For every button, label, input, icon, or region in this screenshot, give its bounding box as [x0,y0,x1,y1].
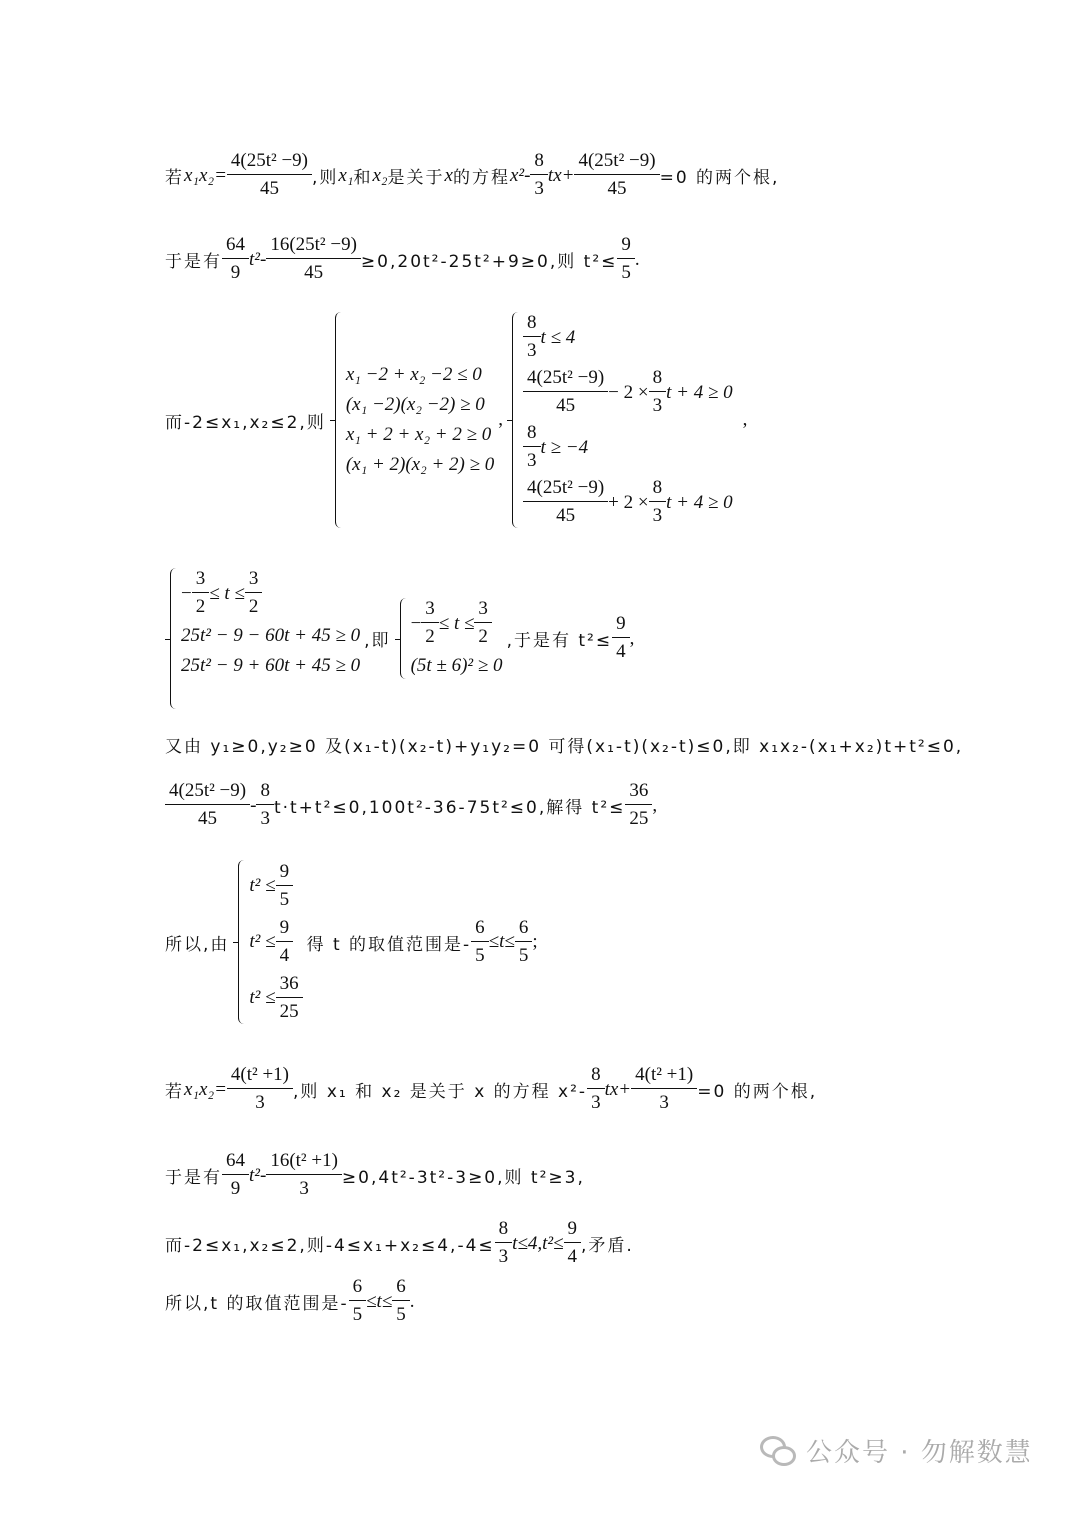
numerator: 64 [226,1150,245,1171]
fraction [532,148,546,203]
text: 而-2≤x₁,x₂≤2,则-4≤x₁+x₂≤4,-4≤ [165,1236,495,1256]
fraction [589,1062,603,1117]
numerator: 4(25t² −9) [578,150,656,171]
denominator: 3 [227,1088,293,1117]
numerator: 8 [652,477,663,498]
text: , [742,409,748,430]
denominator: 3 [587,1088,605,1117]
text: t² ≤ [249,875,276,896]
math-line-11 [165,1274,415,1329]
denominator: 3 [649,391,667,420]
brace [330,310,342,530]
denominator: 5 [392,1300,410,1329]
math-line-1 [165,148,779,203]
numerator: 3 [195,568,206,589]
text: =0 的两个根, [659,168,780,188]
numerator: 4(25t² −9) [169,780,247,801]
numerator: 9 [616,613,626,634]
fraction [476,596,490,651]
text: tx+ [604,1078,632,1100]
system-row [181,566,360,621]
denominator: 4 [564,1242,582,1271]
text: x₂ [372,164,388,186]
text: ,则 [312,168,339,188]
system-row [249,914,302,970]
text: − [410,612,422,634]
numerator: 3 [425,598,435,619]
fraction [566,1216,580,1271]
denominator: 3 [266,1174,342,1203]
numerator: 9 [567,1218,578,1239]
inequality-system [330,310,494,530]
fraction [268,1148,340,1203]
system-row: (x₁ −2)(x₂ −2) ≥ 0 [345,394,485,415]
math-line-3 [165,310,747,530]
numerator: 6 [475,916,485,938]
brace [165,566,177,711]
numerator: 6 [396,1276,406,1297]
text: - [250,794,257,816]
fraction [224,232,247,287]
inequality-system [165,566,360,711]
numerator: 16(t² +1) [270,1150,338,1171]
denominator: 3 [523,336,541,365]
denominator: 3 [530,174,548,203]
system-row [523,475,733,530]
fraction [268,232,359,287]
fraction [651,475,665,530]
text: t²- [249,1164,267,1186]
fraction [614,611,628,666]
denominator: 3 [523,446,541,475]
brace [507,310,519,530]
numerator: 4(t² +1) [230,1064,290,1085]
system-row: x₁ + 2 + x₂ + 2 ≥ 0 [345,424,492,445]
numerator: 4(25t² −9) [527,367,605,388]
text: t≤4,t²≤ [512,1232,564,1254]
numerator: 8 [260,780,270,801]
fraction [194,566,208,621]
system-row [249,858,302,914]
denominator: 3 [631,1088,697,1117]
denominator: 4 [612,637,630,666]
text: x₁x₂= [184,1078,227,1100]
system-row: 25t² − 9 + 60t + 45 ≥ 0 [181,655,361,676]
text: + 2 × [608,491,649,513]
numerator: 8 [527,312,537,333]
fraction [517,915,531,970]
denominator: 3 [649,501,667,530]
text: t + 4 ≥ 0 [666,491,733,513]
fraction [278,859,292,914]
fraction [473,915,487,970]
text: t ≤ 4 [540,326,576,348]
numerator: 8 [527,422,537,443]
fraction [651,365,665,420]
fraction [633,1062,695,1117]
numerator: 64 [226,234,245,255]
denominator: 2 [192,592,210,621]
fraction [258,778,272,833]
fraction [576,148,657,203]
inequality-system [507,310,733,530]
math-line-5 [165,732,963,757]
denominator: 25 [276,997,303,1026]
text: =0 的两个根, [697,1082,818,1102]
numerator: 36 [629,780,649,801]
fraction [224,1148,247,1203]
watermark [760,1432,1033,1469]
text: 所以,由 [165,934,230,955]
numerator: 8 [498,1218,509,1239]
denominator: 45 [523,391,608,420]
denominator: 2 [245,592,263,621]
system-row: 25t² − 9 − 60t + 45 ≥ 0 [181,625,361,646]
denominator: 2 [421,622,439,651]
denominator: 25 [625,804,652,833]
denominator: 2 [474,622,492,651]
fraction [167,778,248,833]
numerator: 4(25t² −9) [230,150,309,171]
fraction [394,1274,408,1329]
fraction [525,475,606,530]
wechat-icon [760,1436,796,1466]
numerator: 8 [591,1064,601,1085]
text: tx+ [547,164,575,186]
fraction [423,596,437,651]
fraction [619,232,633,287]
text: ,于是有 t²≤ [506,631,613,651]
text: 于是有 [165,1168,222,1188]
text: , [629,627,635,649]
text: ; [532,931,538,952]
text: ≤ t ≤ [438,612,475,634]
text: t² ≤ [249,987,276,1008]
fraction [497,1216,511,1271]
system-row [523,310,733,365]
text: ≥0,20t²-25t²+9≥0,则 t²≤ [360,252,618,272]
text: ≤ t ≤ [209,582,245,604]
text: 若 [165,168,184,188]
inequality-system [395,596,503,681]
math-line-10 [165,1216,634,1271]
denominator: 45 [266,258,361,287]
text: 得 t 的取值范围是- [306,934,472,955]
text: t + 4 ≥ 0 [666,381,733,403]
system-row: (x₁ + 2)(x₂ + 2) ≥ 0 [345,454,495,475]
text: 的方程 [452,168,510,188]
math-line-7 [165,858,538,1026]
numerator: 6 [518,916,529,938]
fraction [278,971,301,1026]
text: 又由 y₁≥0,y₂≥0 及(x₁-t)(x₂-t)+y₁y₂=0 可得(x₁-t)(x₂-t)≤0,即 x₁x₂-(x₁+x₂)t+t²≤0, [165,737,964,757]
system-row [411,596,503,651]
numerator: 8 [534,150,544,171]
math-line-4 [165,566,634,711]
text: x₁x₂= [184,164,227,186]
text: , [498,409,504,430]
numerator: 9 [621,234,631,255]
fraction [247,566,261,621]
brace [395,596,407,681]
text: − [181,582,192,604]
fraction [351,1274,365,1329]
text: t ≥ −4 [540,436,589,458]
denominator: 9 [222,1174,249,1203]
text: ,即 [364,631,391,651]
watermark-text: 公众号 · 勿解数慧 [806,1438,1033,1468]
numerator: 6 [352,1276,363,1297]
text: ,则 x₁ 和 x₂ 是关于 x 的方程 x²- [293,1082,588,1102]
denominator: 3 [256,804,274,833]
fraction [525,420,539,475]
inequality-system [233,858,302,1026]
denominator: 5 [276,885,294,914]
numerator: 4(t² +1) [635,1064,694,1085]
fraction [627,778,650,833]
denominator: 45 [227,174,312,203]
denominator: 5 [617,258,635,287]
numerator: 9 [279,860,290,882]
text: 所以,t 的取值范围是- [165,1294,349,1314]
text: . [409,1290,415,1312]
text: − 2 × [608,381,649,403]
system-row: x₁ −2 + x₂ −2 ≤ 0 [345,364,482,385]
text: 是关于 [387,168,445,188]
text: t²- [249,248,267,270]
math-line-6 [165,778,657,833]
numerator: 9 [279,916,290,938]
denominator: 45 [165,804,250,833]
system-row [523,365,733,420]
fraction [278,915,292,970]
text: , [652,794,658,816]
math-line-9 [165,1148,585,1203]
fraction [525,365,606,420]
denominator: 5 [471,941,489,970]
system-row: (5t ± 6)² ≥ 0 [410,655,503,676]
text: x [444,164,453,186]
denominator: 3 [495,1242,513,1271]
fraction [525,310,539,365]
numerator: 16(25t² −9) [270,234,357,255]
text: 和 [353,168,373,188]
numerator: 3 [478,598,488,619]
text: x²- [509,164,531,186]
denominator: 45 [574,174,659,203]
math-line-8 [165,1062,817,1117]
brace [233,858,245,1026]
text: 于是有 [165,252,222,272]
denominator: 45 [523,501,608,530]
text: ≤t≤ [366,1290,393,1312]
text: t·t+t²≤0,100t²-36-75t²≤0,解得 t²≤ [273,798,626,818]
text: 若 [165,1082,184,1102]
text: ≤t≤ [488,931,515,952]
text: 而-2≤x₁,x₂≤2,则 [165,412,326,433]
denominator: 9 [222,258,249,287]
numerator: 4(25t² −9) [527,477,605,498]
numerator: 36 [279,972,299,994]
text: t² ≤ [249,931,276,952]
denominator: 5 [515,941,533,970]
math-line-2 [165,232,640,287]
text: . [634,248,640,270]
text: ≥0,4t²-3t²-3≥0,则 t²≥3, [341,1168,585,1188]
system-row [249,970,302,1026]
system-row [523,420,733,475]
text: ,矛盾. [581,1236,634,1256]
numerator: 8 [652,367,663,388]
fraction [229,1062,291,1117]
numerator: 3 [248,568,259,589]
denominator: 5 [349,1300,367,1329]
denominator: 4 [276,941,294,970]
text: x₁ [338,164,354,186]
fraction [229,148,310,203]
